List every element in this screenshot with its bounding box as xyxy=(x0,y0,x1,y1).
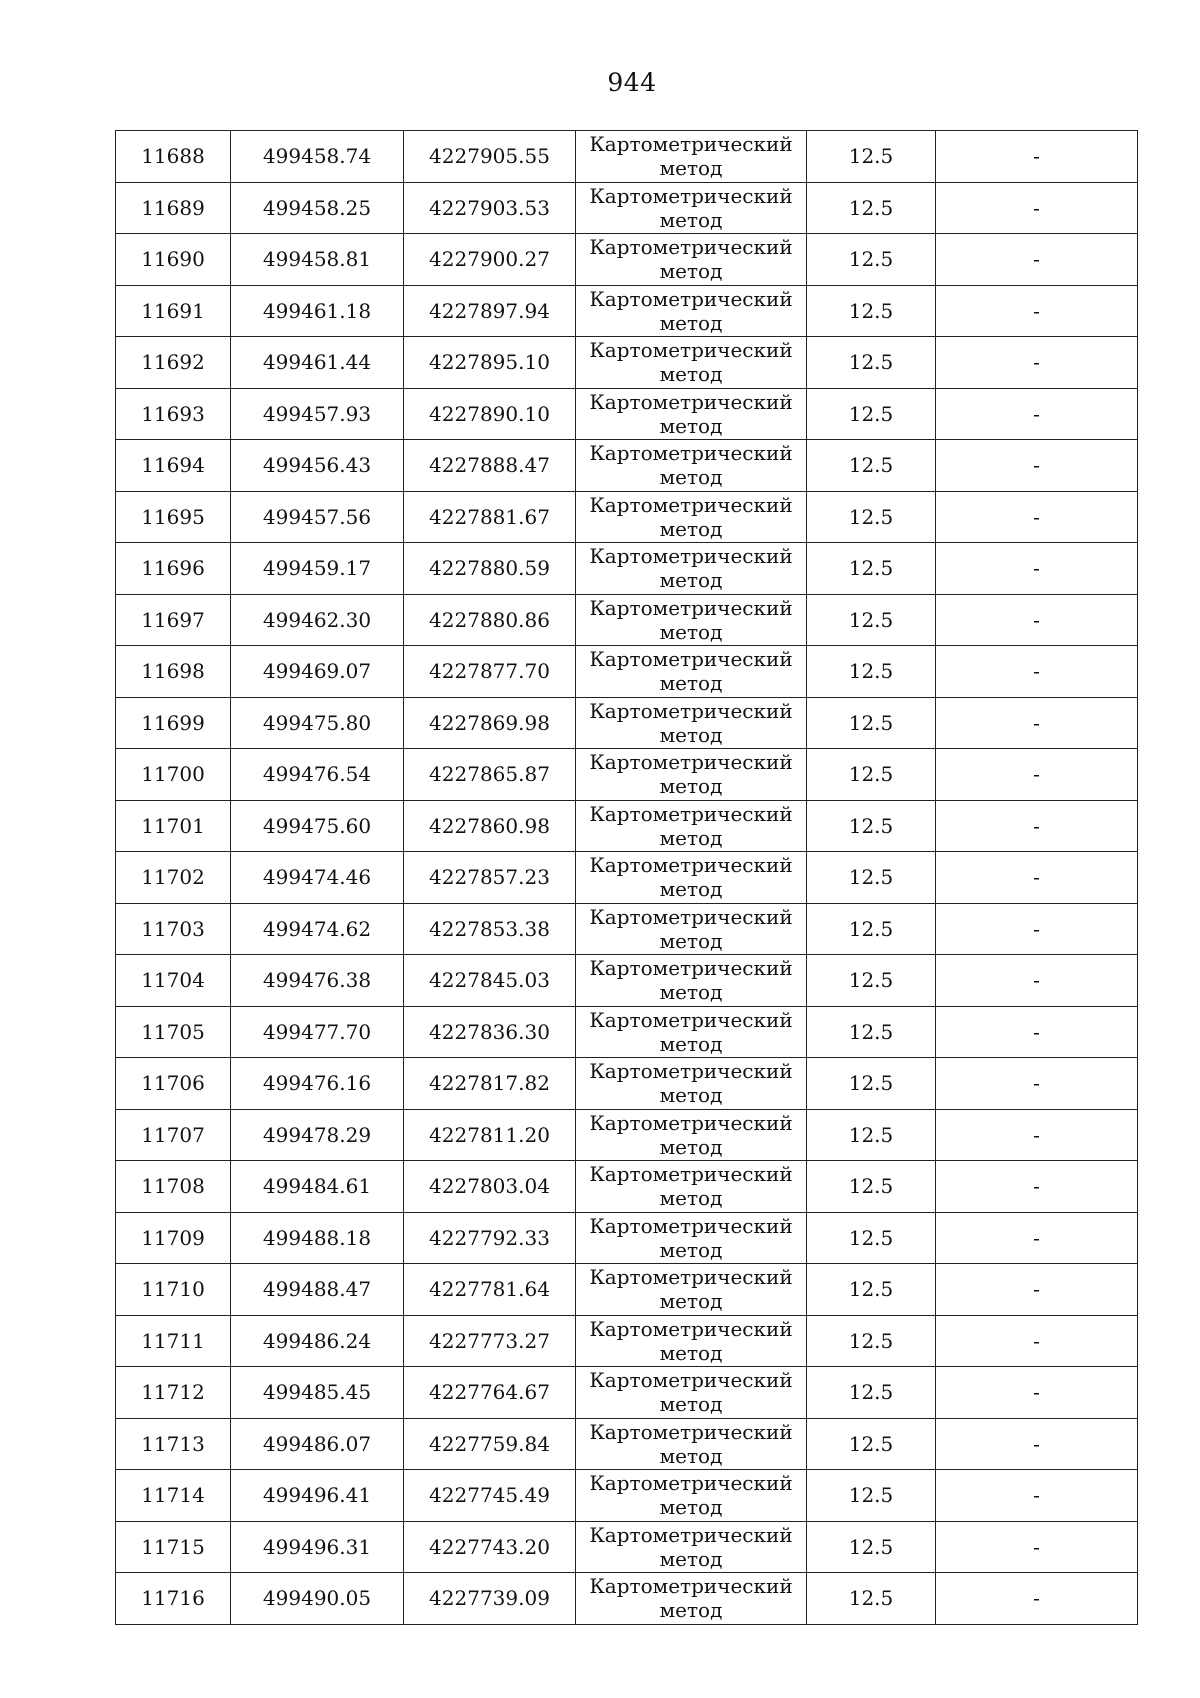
method-line-1: Картометрический xyxy=(589,1059,793,1084)
y-coordinate-cell: 4227739.09 xyxy=(404,1573,576,1625)
method-cell xyxy=(576,1521,807,1573)
point-number-cell: 11704 xyxy=(116,955,231,1007)
table-row xyxy=(116,594,1138,646)
y-coordinate-cell: 4227857.23 xyxy=(404,852,576,904)
table-row xyxy=(116,1058,1138,1110)
note-cell: - xyxy=(936,594,1138,646)
table-row xyxy=(116,543,1138,595)
accuracy-cell: 12.5 xyxy=(807,1315,936,1367)
y-coordinate-cell: 4227773.27 xyxy=(404,1315,576,1367)
table-row xyxy=(116,1161,1138,1213)
method-line-2: метод xyxy=(659,1289,723,1314)
point-number-cell: 11702 xyxy=(116,852,231,904)
point-number-cell: 11705 xyxy=(116,1006,231,1058)
method-line-1: Картометрический xyxy=(589,1007,793,1032)
y-coordinate-cell: 4227803.04 xyxy=(404,1161,576,1213)
note-cell: - xyxy=(936,1264,1138,1316)
note-cell: - xyxy=(936,1109,1138,1161)
x-coordinate-cell: 499474.62 xyxy=(231,903,404,955)
method-line-1: Картометрический xyxy=(589,1419,793,1444)
accuracy-cell: 12.5 xyxy=(807,285,936,337)
method-line-1: Картометрический xyxy=(589,183,793,208)
note-cell: - xyxy=(936,1367,1138,1419)
y-coordinate-cell: 4227743.20 xyxy=(404,1521,576,1573)
x-coordinate-cell: 499474.46 xyxy=(231,852,404,904)
method-line-2: метод xyxy=(659,671,723,696)
method-cell xyxy=(576,800,807,852)
method-cell xyxy=(576,749,807,801)
method-line-2: метод xyxy=(659,774,723,799)
method-line-1: Картометрический xyxy=(589,441,793,466)
accuracy-cell: 12.5 xyxy=(807,131,936,183)
method-line-1: Картометрический xyxy=(589,647,793,672)
note-cell: - xyxy=(936,1315,1138,1367)
method-cell xyxy=(576,955,807,1007)
method-line-1: Картометрический xyxy=(589,544,793,569)
table-row xyxy=(116,337,1138,389)
accuracy-cell: 12.5 xyxy=(807,800,936,852)
method-cell xyxy=(576,594,807,646)
method-line-1: Картометрический xyxy=(589,1574,793,1599)
method-cell xyxy=(576,1315,807,1367)
y-coordinate-cell: 4227745.49 xyxy=(404,1470,576,1522)
point-number-cell: 11688 xyxy=(116,131,231,183)
point-number-cell: 11710 xyxy=(116,1264,231,1316)
y-coordinate-cell: 4227905.55 xyxy=(404,131,576,183)
method-line-2: метод xyxy=(659,207,723,232)
method-line-2: метод xyxy=(659,568,723,593)
accuracy-cell: 12.5 xyxy=(807,1212,936,1264)
note-cell: - xyxy=(936,337,1138,389)
method-cell xyxy=(576,388,807,440)
x-coordinate-cell: 499486.24 xyxy=(231,1315,404,1367)
y-coordinate-cell: 4227817.82 xyxy=(404,1058,576,1110)
method-line-2: метод xyxy=(659,1392,723,1417)
accuracy-cell: 12.5 xyxy=(807,852,936,904)
x-coordinate-cell: 499458.81 xyxy=(231,234,404,286)
y-coordinate-cell: 4227865.87 xyxy=(404,749,576,801)
method-cell xyxy=(576,182,807,234)
method-line-2: метод xyxy=(659,516,723,541)
table-row xyxy=(116,491,1138,543)
method-cell xyxy=(576,646,807,698)
x-coordinate-cell: 499462.30 xyxy=(231,594,404,646)
y-coordinate-cell: 4227903.53 xyxy=(404,182,576,234)
method-line-2: метод xyxy=(659,413,723,438)
method-line-1: Картометрический xyxy=(589,1522,793,1547)
point-number-cell: 11706 xyxy=(116,1058,231,1110)
point-number-cell: 11716 xyxy=(116,1573,231,1625)
note-cell: - xyxy=(936,1470,1138,1522)
y-coordinate-cell: 4227888.47 xyxy=(404,440,576,492)
method-cell xyxy=(576,1264,807,1316)
method-cell xyxy=(576,1573,807,1625)
y-coordinate-cell: 4227881.67 xyxy=(404,491,576,543)
method-cell xyxy=(576,440,807,492)
method-line-1: Картометрический xyxy=(589,1162,793,1187)
table-row xyxy=(116,1521,1138,1573)
table-row xyxy=(116,800,1138,852)
accuracy-cell: 12.5 xyxy=(807,1058,936,1110)
method-line-2: метод xyxy=(659,1443,723,1468)
y-coordinate-cell: 4227890.10 xyxy=(404,388,576,440)
y-coordinate-cell: 4227900.27 xyxy=(404,234,576,286)
table-row xyxy=(116,1573,1138,1625)
point-number-cell: 11711 xyxy=(116,1315,231,1367)
method-line-1: Картометрический xyxy=(589,1213,793,1238)
method-cell xyxy=(576,285,807,337)
method-line-2: метод xyxy=(659,259,723,284)
method-cell xyxy=(576,1418,807,1470)
accuracy-cell: 12.5 xyxy=(807,491,936,543)
method-line-1: Картометрический xyxy=(589,853,793,878)
method-cell xyxy=(576,491,807,543)
method-cell xyxy=(576,1109,807,1161)
point-number-cell: 11701 xyxy=(116,800,231,852)
y-coordinate-cell: 4227880.86 xyxy=(404,594,576,646)
x-coordinate-cell: 499484.61 xyxy=(231,1161,404,1213)
note-cell: - xyxy=(936,1521,1138,1573)
note-cell: - xyxy=(936,852,1138,904)
point-number-cell: 11699 xyxy=(116,697,231,749)
point-number-cell: 11712 xyxy=(116,1367,231,1419)
note-cell: - xyxy=(936,285,1138,337)
table-row xyxy=(116,749,1138,801)
table-row xyxy=(116,903,1138,955)
method-line-2: метод xyxy=(659,1083,723,1108)
x-coordinate-cell: 499457.93 xyxy=(231,388,404,440)
x-coordinate-cell: 499496.31 xyxy=(231,1521,404,1573)
table-row xyxy=(116,285,1138,337)
y-coordinate-cell: 4227880.59 xyxy=(404,543,576,595)
point-number-cell: 11694 xyxy=(116,440,231,492)
x-coordinate-cell: 499475.60 xyxy=(231,800,404,852)
table-row xyxy=(116,955,1138,1007)
y-coordinate-cell: 4227764.67 xyxy=(404,1367,576,1419)
x-coordinate-cell: 499469.07 xyxy=(231,646,404,698)
accuracy-cell: 12.5 xyxy=(807,1521,936,1573)
accuracy-cell: 12.5 xyxy=(807,1006,936,1058)
note-cell: - xyxy=(936,543,1138,595)
accuracy-cell: 12.5 xyxy=(807,1109,936,1161)
accuracy-cell: 12.5 xyxy=(807,955,936,1007)
y-coordinate-cell: 4227860.98 xyxy=(404,800,576,852)
method-line-2: метод xyxy=(659,825,723,850)
x-coordinate-cell: 499490.05 xyxy=(231,1573,404,1625)
x-coordinate-cell: 499477.70 xyxy=(231,1006,404,1058)
point-number-cell: 11700 xyxy=(116,749,231,801)
x-coordinate-cell: 499457.56 xyxy=(231,491,404,543)
note-cell: - xyxy=(936,491,1138,543)
point-number-cell: 11696 xyxy=(116,543,231,595)
method-cell xyxy=(576,1058,807,1110)
accuracy-cell: 12.5 xyxy=(807,182,936,234)
point-number-cell: 11713 xyxy=(116,1418,231,1470)
point-number-cell: 11698 xyxy=(116,646,231,698)
x-coordinate-cell: 499461.44 xyxy=(231,337,404,389)
x-coordinate-cell: 499458.25 xyxy=(231,182,404,234)
x-coordinate-cell: 499476.38 xyxy=(231,955,404,1007)
y-coordinate-cell: 4227869.98 xyxy=(404,697,576,749)
accuracy-cell: 12.5 xyxy=(807,1367,936,1419)
table-row xyxy=(116,1006,1138,1058)
x-coordinate-cell: 499456.43 xyxy=(231,440,404,492)
note-cell: - xyxy=(936,800,1138,852)
page-number: 944 xyxy=(607,68,657,97)
table-row xyxy=(116,1264,1138,1316)
method-cell xyxy=(576,234,807,286)
method-line-1: Картометрический xyxy=(589,492,793,517)
y-coordinate-cell: 4227895.10 xyxy=(404,337,576,389)
note-cell: - xyxy=(936,646,1138,698)
note-cell: - xyxy=(936,440,1138,492)
method-line-1: Картометрический xyxy=(589,286,793,311)
note-cell: - xyxy=(936,1161,1138,1213)
method-line-2: метод xyxy=(659,722,723,747)
method-cell xyxy=(576,337,807,389)
method-line-2: метод xyxy=(659,1340,723,1365)
table-row xyxy=(116,1212,1138,1264)
note-cell: - xyxy=(936,955,1138,1007)
point-number-cell: 11709 xyxy=(116,1212,231,1264)
table-row xyxy=(116,1367,1138,1419)
method-line-2: метод xyxy=(659,928,723,953)
y-coordinate-cell: 4227897.94 xyxy=(404,285,576,337)
accuracy-cell: 12.5 xyxy=(807,234,936,286)
point-number-cell: 11691 xyxy=(116,285,231,337)
method-line-2: метод xyxy=(659,1031,723,1056)
method-line-2: метод xyxy=(659,310,723,335)
method-line-1: Картометрический xyxy=(589,956,793,981)
note-cell: - xyxy=(936,1058,1138,1110)
accuracy-cell: 12.5 xyxy=(807,440,936,492)
method-line-1: Картометрический xyxy=(589,904,793,929)
y-coordinate-cell: 4227877.70 xyxy=(404,646,576,698)
accuracy-cell: 12.5 xyxy=(807,1264,936,1316)
method-line-1: Картометрический xyxy=(589,698,793,723)
method-line-1: Картометрический xyxy=(589,1316,793,1341)
method-line-1: Картометрический xyxy=(589,801,793,826)
method-line-1: Картометрический xyxy=(589,1265,793,1290)
x-coordinate-cell: 499496.41 xyxy=(231,1470,404,1522)
point-number-cell: 11708 xyxy=(116,1161,231,1213)
accuracy-cell: 12.5 xyxy=(807,594,936,646)
note-cell: - xyxy=(936,131,1138,183)
x-coordinate-cell: 499488.18 xyxy=(231,1212,404,1264)
table-body xyxy=(116,131,1138,1625)
table-row xyxy=(116,182,1138,234)
table-row xyxy=(116,852,1138,904)
note-cell: - xyxy=(936,388,1138,440)
coordinates-table xyxy=(115,130,1138,1625)
x-coordinate-cell: 499459.17 xyxy=(231,543,404,595)
method-cell xyxy=(576,1367,807,1419)
y-coordinate-cell: 4227759.84 xyxy=(404,1418,576,1470)
accuracy-cell: 12.5 xyxy=(807,337,936,389)
method-line-2: метод xyxy=(659,980,723,1005)
note-cell: - xyxy=(936,749,1138,801)
point-number-cell: 11714 xyxy=(116,1470,231,1522)
table-row xyxy=(116,388,1138,440)
method-cell xyxy=(576,903,807,955)
method-line-2: метод xyxy=(659,1134,723,1159)
y-coordinate-cell: 4227836.30 xyxy=(404,1006,576,1058)
point-number-cell: 11695 xyxy=(116,491,231,543)
method-line-1: Картометрический xyxy=(589,1471,793,1496)
method-line-2: метод xyxy=(659,1237,723,1262)
method-cell xyxy=(576,697,807,749)
method-line-2: метод xyxy=(659,1186,723,1211)
x-coordinate-cell: 499458.74 xyxy=(231,131,404,183)
accuracy-cell: 12.5 xyxy=(807,903,936,955)
x-coordinate-cell: 499475.80 xyxy=(231,697,404,749)
table-row xyxy=(116,131,1138,183)
method-cell xyxy=(576,852,807,904)
y-coordinate-cell: 4227845.03 xyxy=(404,955,576,1007)
table-row xyxy=(116,440,1138,492)
method-line-1: Картометрический xyxy=(589,750,793,775)
method-line-2: метод xyxy=(659,465,723,490)
note-cell: - xyxy=(936,182,1138,234)
method-line-2: метод xyxy=(659,619,723,644)
point-number-cell: 11693 xyxy=(116,388,231,440)
note-cell: - xyxy=(936,1573,1138,1625)
method-cell xyxy=(576,1006,807,1058)
method-line-2: метод xyxy=(659,1495,723,1520)
table-row xyxy=(116,1470,1138,1522)
accuracy-cell: 12.5 xyxy=(807,1418,936,1470)
y-coordinate-cell: 4227853.38 xyxy=(404,903,576,955)
table-row xyxy=(116,697,1138,749)
note-cell: - xyxy=(936,697,1138,749)
accuracy-cell: 12.5 xyxy=(807,697,936,749)
x-coordinate-cell: 499485.45 xyxy=(231,1367,404,1419)
table-row xyxy=(116,234,1138,286)
method-cell xyxy=(576,131,807,183)
point-number-cell: 11689 xyxy=(116,182,231,234)
accuracy-cell: 12.5 xyxy=(807,1573,936,1625)
accuracy-cell: 12.5 xyxy=(807,543,936,595)
method-line-2: метод xyxy=(659,1546,723,1571)
method-cell xyxy=(576,1470,807,1522)
y-coordinate-cell: 4227781.64 xyxy=(404,1264,576,1316)
accuracy-cell: 12.5 xyxy=(807,749,936,801)
point-number-cell: 11697 xyxy=(116,594,231,646)
table-row xyxy=(116,1109,1138,1161)
x-coordinate-cell: 499488.47 xyxy=(231,1264,404,1316)
method-line-1: Картометрический xyxy=(589,1368,793,1393)
x-coordinate-cell: 499461.18 xyxy=(231,285,404,337)
method-cell xyxy=(576,1212,807,1264)
accuracy-cell: 12.5 xyxy=(807,646,936,698)
method-line-1: Картометрический xyxy=(589,235,793,260)
method-line-1: Картометрический xyxy=(589,389,793,414)
note-cell: - xyxy=(936,903,1138,955)
method-line-1: Картометрический xyxy=(589,132,793,157)
x-coordinate-cell: 499486.07 xyxy=(231,1418,404,1470)
note-cell: - xyxy=(936,234,1138,286)
point-number-cell: 11707 xyxy=(116,1109,231,1161)
accuracy-cell: 12.5 xyxy=(807,1470,936,1522)
method-line-1: Картометрический xyxy=(589,595,793,620)
point-number-cell: 11692 xyxy=(116,337,231,389)
y-coordinate-cell: 4227792.33 xyxy=(404,1212,576,1264)
x-coordinate-cell: 499478.29 xyxy=(231,1109,404,1161)
method-cell xyxy=(576,543,807,595)
table-row xyxy=(116,1418,1138,1470)
y-coordinate-cell: 4227811.20 xyxy=(404,1109,576,1161)
note-cell: - xyxy=(936,1418,1138,1470)
method-line-1: Картометрический xyxy=(589,1110,793,1135)
method-line-1: Картометрический xyxy=(589,338,793,363)
table-row xyxy=(116,646,1138,698)
method-line-2: метод xyxy=(659,1598,723,1623)
method-line-2: метод xyxy=(659,362,723,387)
point-number-cell: 11715 xyxy=(116,1521,231,1573)
method-line-2: метод xyxy=(659,156,723,181)
note-cell: - xyxy=(936,1006,1138,1058)
x-coordinate-cell: 499476.16 xyxy=(231,1058,404,1110)
x-coordinate-cell: 499476.54 xyxy=(231,749,404,801)
method-line-2: метод xyxy=(659,877,723,902)
table-row xyxy=(116,1315,1138,1367)
accuracy-cell: 12.5 xyxy=(807,388,936,440)
method-cell xyxy=(576,1161,807,1213)
note-cell: - xyxy=(936,1212,1138,1264)
point-number-cell: 11703 xyxy=(116,903,231,955)
accuracy-cell: 12.5 xyxy=(807,1161,936,1213)
point-number-cell: 11690 xyxy=(116,234,231,286)
